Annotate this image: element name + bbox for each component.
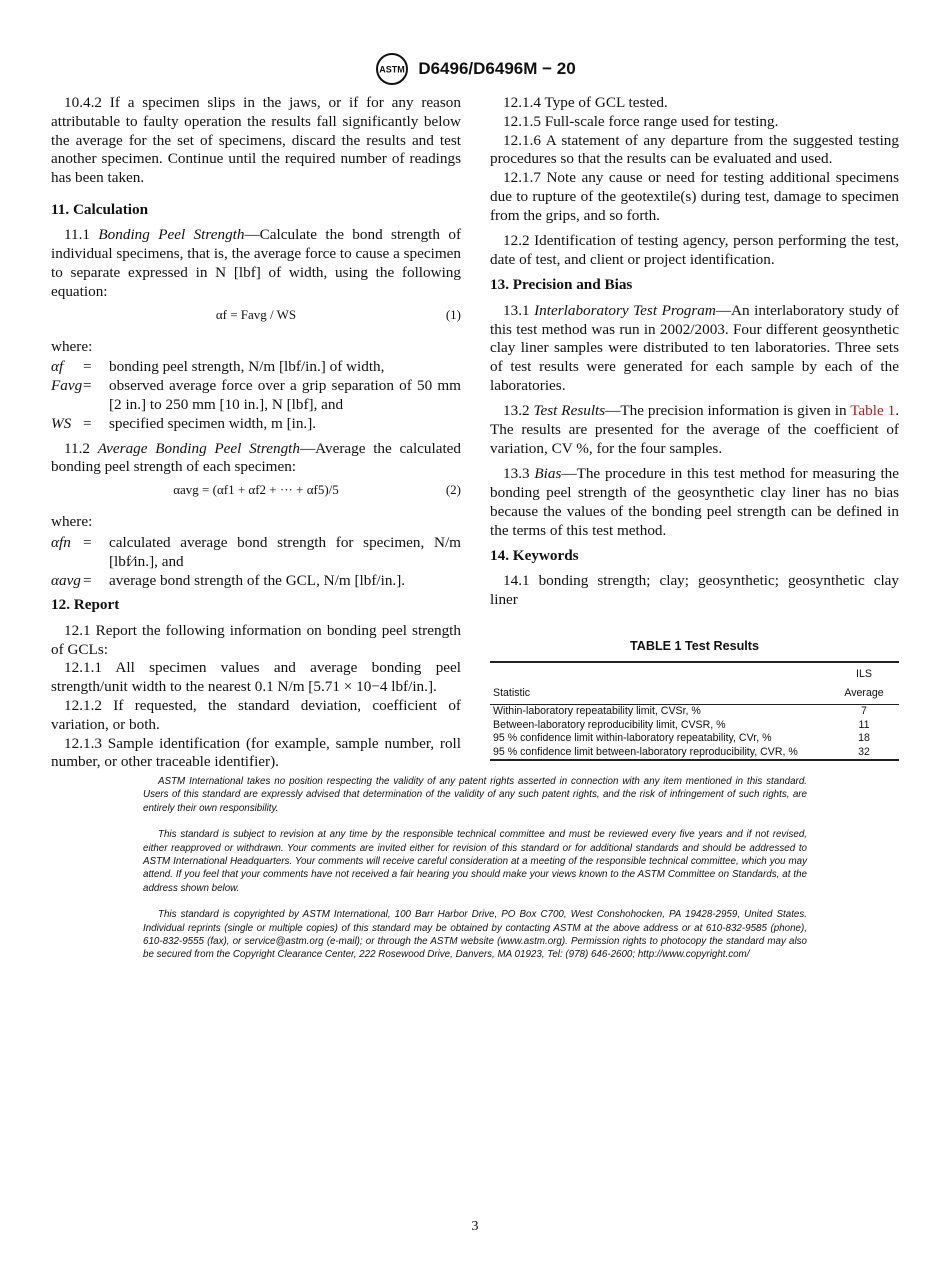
definitions-1 — [51, 358, 461, 433]
footer-copyright-notice: This standard is copyrighted by ASTM International, 100 Barr Harbor Drive, PO Box C700, West Conshohocken, PA 19428-2959, United States. Individual reprints (single or multiple copies) of this standard may be obtained by contacting ASTM at the above address or at 610-832-9585 (phone), 610-832-9555 (fax), or service@astm.org (e-mail); or through the ASTM website (www.astm.org). Permission rights to photocopy the standard may also be secured from the Copyright Clearance Center, 222 Rosewood Drive, Danvers, MA 01923, Tel: (978) 646-2600; http://www.copyright.com/ — [143, 909, 807, 961]
footer-revision-notice: This standard is subject to revision at any time by the responsible technical committee and must be reviewed every five years and if not revised, either reapproved or withdrawn. Your comments are invited either for revision of this standard or for additional standards and should be addressed to ASTM International Headquarters. Your comments will receive careful consideration at a meeting of the responsible technical committee, which you may attend. If you feel that your comments have not received a fair hearing you should make your views known to the ASTM Committee on Standards, at the address shown below. — [143, 829, 807, 894]
equation-2 — [51, 481, 461, 503]
table-row: 95 % confidence limit within-laboratory repeatability, CVr, % 18 — [493, 732, 870, 745]
where-label: where: — [51, 513, 93, 531]
astm-logo-icon — [374, 52, 410, 86]
definition-item: Favg = observed average force over a grip separation of 50 mm [2 in.] to 250 mm [10 in.], N [lbf], and — [51, 377, 461, 413]
paragraph-12-1-3: 12.1.3 Sample identification (for example, sample number, roll number, or other traceable identifier). — [51, 734, 461, 771]
page-number: 3 — [471, 1219, 479, 1234]
section-heading-13: 13. Precision and Bias — [490, 276, 633, 294]
section-heading-11: 11. Calculation — [51, 200, 149, 218]
page-header — [0, 52, 950, 86]
column-header-ils-average: ILS Average — [844, 667, 884, 699]
table-row: Within-laboratory repeatability limit, CVSr, % 7 — [493, 705, 867, 718]
paragraph-12-1-2: 12.1.2 If requested, the standard deviation, coefficient of variation, or both. — [51, 696, 461, 733]
legal-footer — [143, 775, 807, 975]
equation-1-number: (1) — [445, 306, 461, 322]
definition-item: αfn = calculated average bond strength for specimen, N/m [lbf⁄in.], and — [51, 533, 461, 570]
column-header-statistic: Statistic — [493, 686, 531, 699]
footer-patent-notice: ASTM International takes no position respecting the validity of any patent rights asserted in connection with any item mentioned in this standard. Users of this standard are expressly advised that determination of the validity of any such patent rights, and the risk of infringement of such rights, are entirely their own responsibility. — [143, 776, 807, 814]
paragraph-11-1: 11.1 Bonding Peel Strength—Calculate the bond strength of individual specimens, that is, the average force to cause a specimen to separate expressed in N [lbf] of width, using the following equation: — [51, 226, 462, 300]
paragraph-12-1: 12.1 Report the following information on bonding peel strength of GCLs: — [51, 621, 461, 658]
section-heading-14: 14. Keywords — [490, 547, 579, 565]
right-column — [490, 94, 899, 761]
paragraph-14-1: 14.1 bonding strength; clay; geosynthetic; geosynthetic clay liner — [490, 572, 899, 609]
equation-2-formula: αavg = (αf1 + αf2 + ··· + αf5)/5 — [173, 482, 339, 498]
results-table-block — [490, 637, 899, 761]
paragraph-12-1-6: 12.1.6 A statement of any departure from the suggested testing procedures so that the results can be evaluated and used. — [490, 131, 899, 168]
paragraph-13-3: 13.3 Bias—The procedure in this test method for measuring the bonding peel strength of the geosynthetic clay liner has no bias because the values of the bonding peel strength can be defined in the terms of this test method. — [490, 465, 899, 539]
section-heading-12: 12. Report — [51, 596, 120, 614]
table-row: 95 % confidence limit between-laboratory reproducibility, CVR, % 32 — [490, 746, 899, 761]
svg-text:ASTM: ASTM — [379, 64, 406, 75]
definitions-2 — [51, 534, 461, 590]
table-title: TABLE 1 Test Results — [630, 639, 759, 654]
definition-item: αf = bonding peel strength, N/m [lbf/in.] of width, — [51, 358, 385, 376]
left-column — [51, 94, 461, 772]
definition-item: WS = specified specimen width, m [in.]. — [51, 414, 317, 432]
equation-1 — [51, 306, 461, 328]
paragraph-11-2: 11.2 Average Bonding Peel Strength—Average the calculated bonding peel strength of each specimen: — [51, 439, 462, 476]
standard-designation: D6496/D6496M − 20 — [418, 59, 576, 78]
paragraph-10-4-2: 10.4.2 If a specimen slips in the jaws, or if for any reason attributable to faulty operation the results fall significantly below the average for the set of specimens, discard the results and test another specimen. Continue until the required number of readings has been taken. — [51, 94, 461, 187]
results-table — [490, 661, 899, 762]
where-label: where: — [51, 337, 93, 355]
paragraph-12-1-5: 12.1.5 Full-scale force range used for testing. — [503, 112, 779, 130]
table-row: Between-laboratory reproducibility limit, CVSR, % 11 — [493, 718, 870, 731]
paragraph-12-1-1: 12.1.1 All specimen values and average bonding peel strength/unit width to the nearest 0.1 N/m [5.71 × 10−4 lbf/in.]. — [51, 659, 461, 696]
table-header-row — [490, 662, 899, 705]
equation-1-formula: αf = Favg / WS — [215, 306, 297, 322]
table-1-link[interactable]: Table 1 — [850, 402, 896, 420]
paragraph-12-1-4: 12.1.4 Type of GCL tested. — [503, 94, 668, 111]
paragraph-12-2: 12.2 Identification of testing agency, person performing the test, date of test, and client or project identification. — [490, 232, 899, 268]
equation-2-number: (2) — [445, 482, 461, 498]
paragraph-13-1: 13.1 Interlaboratory Test Program—An interlaboratory study of this test method was run in 2002/2003. Four different geosynthetic clay liner samples were distributed to ten laboratories. Three sets of test results were generated for each sample by each of the laboratories. — [490, 301, 899, 394]
paragraph-13-2: 13.2 Test Results—The precision information is given in Table 1. The results are presented for the average of the coefficient of variation, CV %, for the four samples. — [490, 402, 899, 457]
paragraph-12-1-7: 12.1.7 Note any cause or need for testing additional specimens due to rupture of the geotextile(s) during test, damage to specimen from the grips, and so forth. — [490, 169, 899, 224]
definition-item: αavg = average bond strength of the GCL, N/m [lbf/in.]. — [51, 571, 406, 589]
